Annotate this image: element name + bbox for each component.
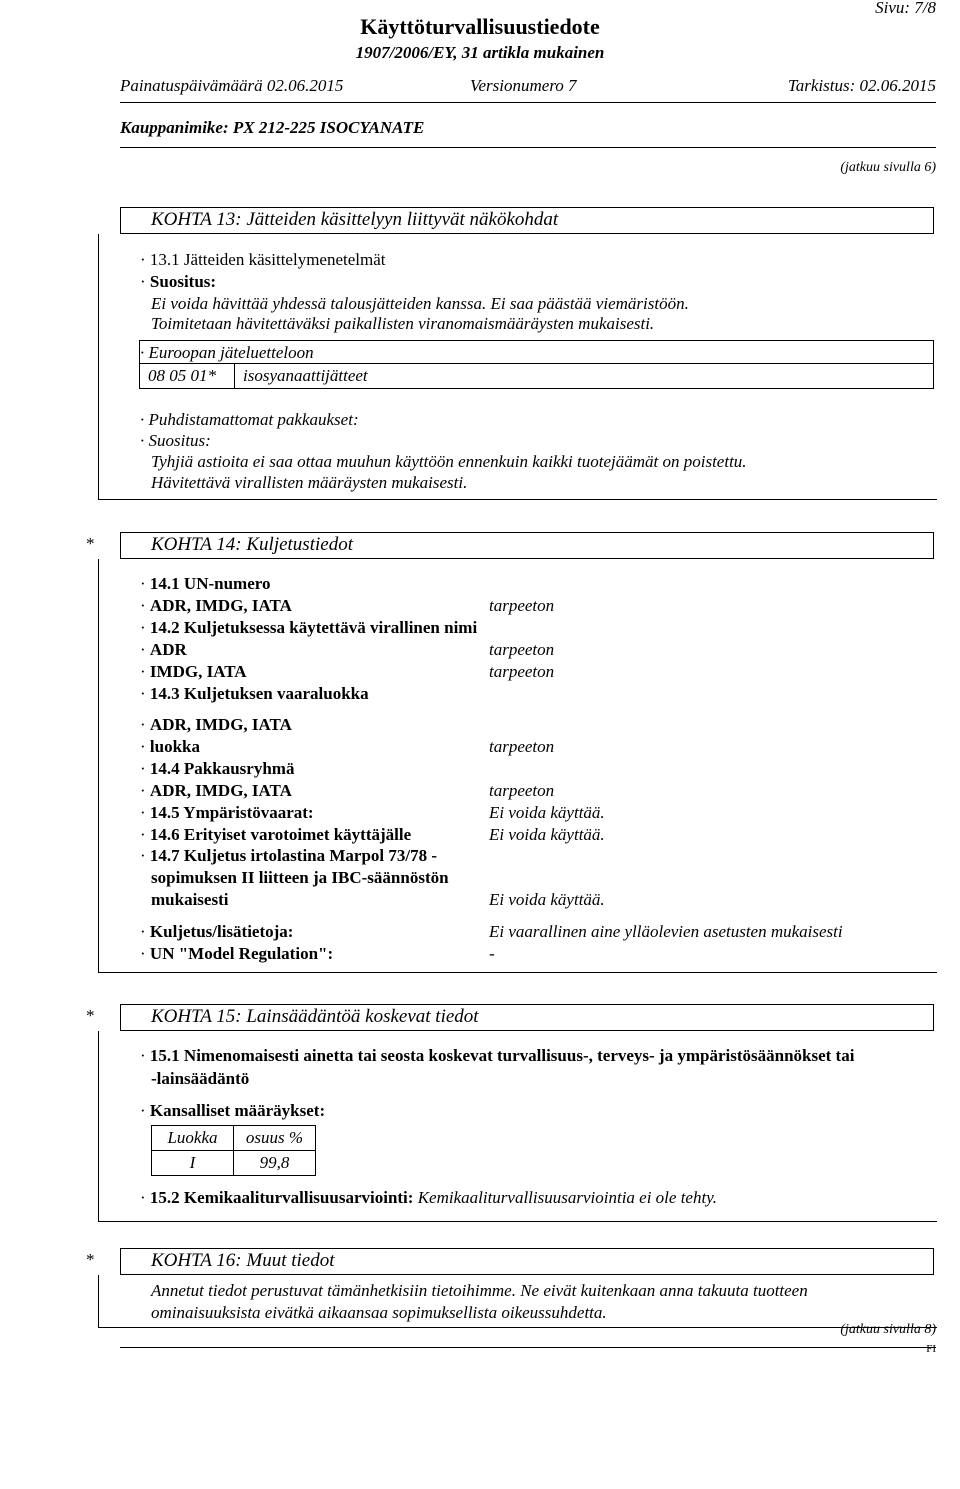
section-13-header xyxy=(120,207,934,234)
section-15-header xyxy=(120,1004,934,1031)
s13-line-1: Ei voida hävittää yhdessä talousjätteiden kanssa. Ei saa päästää viemäristöön. xyxy=(151,294,689,313)
version-number: Versionumero 7 xyxy=(470,76,577,95)
section-14-header xyxy=(120,532,934,559)
transport-row-value: tarpeeton xyxy=(489,596,555,615)
footer-divider xyxy=(120,1347,936,1348)
s14-additional-label: · Kuljetus/lisätietoja: xyxy=(140,922,294,941)
transport-row-label: · ADR, IMDG, IATA xyxy=(140,596,292,615)
section-15-title: KOHTA 15: Lainsäädäntöä koskevat tiedot xyxy=(151,1006,479,1027)
s15-csa-line: · 15.2 Kemikaaliturvallisuusarviointi: Kemikaaliturvallisuusarviointia ei ole tehty. xyxy=(140,1188,718,1207)
s13-line-2: Toimitetaan hävitettäväksi paikallisten viranomaismääräysten mukaisesti. xyxy=(151,314,655,333)
table-cell-class: I xyxy=(152,1151,234,1176)
language-code: FI xyxy=(926,1343,936,1355)
s16-line-1: Annetut tiedot perustuvat tämänhetkisiin tietoihimme. Ne eivät kuitenkaan anna takuuta tuotteen xyxy=(151,1281,808,1300)
ewc-description: isosyanaattijätteet xyxy=(235,364,934,389)
document-title: Käyttöturvallisuustiedote xyxy=(360,14,600,39)
transport-row-label: · 14.6 Erityiset varotoimet käyttäjälle xyxy=(140,825,412,844)
transport-row-value: Ei voida käyttää. xyxy=(489,803,605,822)
transport-row-value: tarpeeton xyxy=(489,662,555,681)
s13-recommendation-label: · Suositus: xyxy=(140,272,217,291)
s16-line-2: ominaisuuksista eivätkä aikaansaa sopimuksellista oikeussuhdetta. xyxy=(151,1303,607,1322)
transport-row-label: · IMDG, IATA xyxy=(140,662,247,681)
ewc-table xyxy=(139,340,934,389)
transport-row-label: · 14.3 Kuljetuksen vaaraluokka xyxy=(140,684,369,703)
transport-row-value: tarpeeton xyxy=(489,640,555,659)
table-cell-share: 99,8 xyxy=(234,1151,316,1176)
transport-row-label: · 14.1 UN-numero xyxy=(140,574,271,593)
s13-line-3: Tyhjiä astioita ei saa ottaa muuhun käyttöön ennenkuin kaikki tuotejäämät on poistettu. xyxy=(151,452,747,471)
header-divider xyxy=(120,102,936,103)
s14-marpol-value: Ei voida käyttää. xyxy=(489,890,605,909)
s15-heading-line-2: -lainsäädäntö xyxy=(151,1069,250,1088)
s15-heading-line-1: · 15.1 Nimenomaisesti ainetta tai seosta koskevat turvallisuus-, terveys- ja ympäristösäännökset tai xyxy=(140,1046,855,1065)
section-14-title: KOHTA 14: Kuljetustiedot xyxy=(151,534,353,555)
s14-marpol-line-3: mukaisesti xyxy=(151,890,229,909)
continued-to: (jatkuu sivulla 8) xyxy=(840,1322,936,1337)
s15-change-marker: * xyxy=(86,1006,95,1025)
section-13-title: KOHTA 13: Jätteiden käsittelyyn liittyvät näkökohdat xyxy=(151,209,559,230)
s13-line-4: Hävitettävä virallisten määräysten mukaisesti. xyxy=(151,473,468,492)
s14-un-model-label: · UN "Model Regulation": xyxy=(140,944,334,963)
section-16-title: KOHTA 16: Muut tiedot xyxy=(151,1250,335,1271)
s15-national-label: · Kansalliset määräykset: xyxy=(140,1101,326,1120)
table-header-share: osuus % xyxy=(234,1126,316,1151)
transport-row-value: Ei voida käyttää. xyxy=(489,825,605,844)
s14-marpol-line-1: · 14.7 Kuljetus irtolastina Marpol 73/78 - xyxy=(140,846,438,865)
transport-row-label: · 14.4 Pakkausryhmä xyxy=(140,759,295,778)
s13-heading: · 13.1 Jätteiden käsittelymenetelmät xyxy=(140,250,386,269)
s16-change-marker: * xyxy=(86,1250,95,1269)
ewc-code: 08 05 01* xyxy=(140,364,235,389)
document-subtitle: 1907/2006/EY, 31 artikla mukainen xyxy=(355,43,605,62)
print-date: Painatuspäivämäärä 02.06.2015 xyxy=(120,76,344,95)
s13-packaging-label: · Puhdistamattomat pakkaukset: xyxy=(140,410,359,429)
s14-un-model-value: - xyxy=(489,944,495,963)
s14-marpol-line-2: sopimuksen II liitteen ja IBC-säännöstön xyxy=(151,868,449,887)
transport-row-label: · luokka xyxy=(140,737,201,756)
page-number: Sivu: 7/8 xyxy=(875,0,936,17)
transport-row-label: · 14.5 Ympäristövaarat: xyxy=(140,803,314,822)
revision-date: Tarkistus: 02.06.2015 xyxy=(787,76,936,95)
transport-row-label: · ADR, IMDG, IATA xyxy=(140,715,292,734)
s14-change-marker: * xyxy=(86,534,95,553)
transport-row-label: · 14.2 Kuljetuksessa käytettävä virallinen nimi xyxy=(140,618,478,637)
continued-from: (jatkuu sivulla 6) xyxy=(840,160,936,175)
s14-additional-value: Ei vaarallinen aine ylläolevien asetusten mukaisesti xyxy=(489,922,843,941)
section-16-header xyxy=(120,1248,934,1275)
ewc-title: · Euroopan jäteluetteloon xyxy=(140,343,314,362)
transport-row-label: · ADR, IMDG, IATA xyxy=(140,781,292,800)
transport-row-label: · ADR xyxy=(140,640,187,659)
s13-recommendation-label-2: · Suositus: xyxy=(140,431,211,450)
transport-row-value: tarpeeton xyxy=(489,781,555,800)
product-name: Kauppanimike: PX 212-225 ISOCYANATE xyxy=(120,118,425,137)
table-header-class: Luokka xyxy=(152,1126,234,1151)
transport-row-value: tarpeeton xyxy=(489,737,555,756)
national-table xyxy=(151,1125,316,1176)
product-divider xyxy=(120,147,936,148)
